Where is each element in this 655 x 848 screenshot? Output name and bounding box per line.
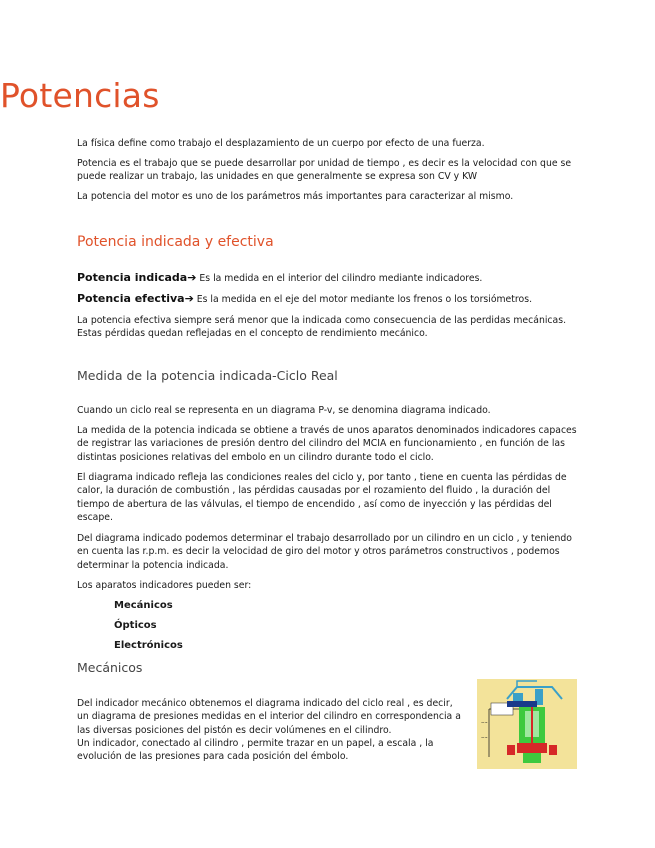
section-heading-potencia: Potencia indicada y efectiva	[77, 234, 274, 250]
term-indicada: Potencia indicada	[77, 271, 188, 284]
definition-efectiva-text: Es la medida en el eje del motor mediante los frenos o los torsiómetros.	[196, 294, 533, 305]
arrow-right-icon: ➔	[187, 271, 197, 284]
intro-paragraph-1: La física define como trabajo el desplazamiento de un cuerpo por efecto de una fuerza.	[77, 138, 485, 149]
term-efectiva: Potencia efectiva	[77, 292, 185, 305]
section-heading-medida: Medida de la potencia indicada-Ciclo Real	[77, 368, 338, 383]
indicator-diagram-image	[477, 679, 577, 769]
section3-paragraph-2: Un indicador, conectado al cilindro , permite trazar en un papel, a escala , la evolución de las presiones para cada posición del émbolo.	[77, 738, 434, 763]
section2-paragraph-5: Los aparatos indicadores pueden ser:	[77, 580, 252, 591]
intro-paragraph-3: La potencia del motor es uno de los parámetros más importantes para caracterizar al mismo.	[77, 191, 514, 202]
section2-paragraph-2: La medida de la potencia indicada se obtiene a través de unos aparatos denominados indicadores capaces de registrar las variaciones de presión dentro del cilindro del MCIA en funcionamiento , en función de las distintas posiciones relativas del embolo en un cilindro durante todo el ciclo.	[77, 425, 577, 463]
section3-paragraph-1: Del indicador mecánico obtenemos el diagrama indicado del ciclo real , es decir, un diagrama de presiones medidas en el interior del cilindro en correspondencia a las diversas posiciones del pistón es decir volúmenes en el cilindro.	[77, 698, 461, 736]
list-item: Ópticos	[114, 620, 157, 631]
svg-text:~~: ~~	[481, 720, 488, 725]
section2-paragraph-3: El diagrama indicado refleja las condiciones reales del ciclo y, por tanto , tiene en cuenta las pérdidas de calor, la duración de combustión , las pérdidas causadas por el rozamiento del fluido , la duración del tiempo de abertura de las válvulas, el tiempo de encendido , así como de inyección y las pérdidas del escape.	[77, 472, 567, 523]
list-item: Electrónicos	[114, 640, 183, 651]
section-heading-mecanicos: Mecánicos	[77, 660, 143, 675]
svg-text:~~: ~~	[481, 735, 488, 740]
section1-paragraph: La potencia efectiva siempre será menor que la indicada como consecuencia de las perdidas mecánicas. Estas pérdidas quedan reflejadas en el concepto de rendimiento mecánico.	[77, 315, 567, 340]
section2-paragraph-1: Cuando un ciclo real se representa en un diagrama P-v, se denomina diagrama indicado.	[77, 405, 491, 416]
definition-indicada-text: Es la medida en el interior del cilindro mediante indicadores.	[199, 273, 483, 284]
intro-paragraph-2: Potencia es el trabajo que se puede desarrollar por unidad de tiempo , es decir es la velocidad con que se puede realizar un trabajo, las unidades en que generalmente se expresa son CV y KW	[77, 158, 572, 183]
definition-efectiva	[77, 292, 532, 305]
section2-paragraph-4: Del diagrama indicado podemos determinar el trabajo desarrollado por un cilindro en un ciclo , y teniendo en cuenta las r.p.m. es decir la velocidad de giro del motor y otros parámetros constructivos , podemos determinar la potencia indicada.	[77, 533, 572, 571]
page-title: Potencias	[0, 76, 160, 115]
definition-indicada	[77, 271, 482, 284]
list-item: Mecánicos	[114, 600, 173, 611]
arrow-right-icon: ➔	[184, 292, 194, 305]
